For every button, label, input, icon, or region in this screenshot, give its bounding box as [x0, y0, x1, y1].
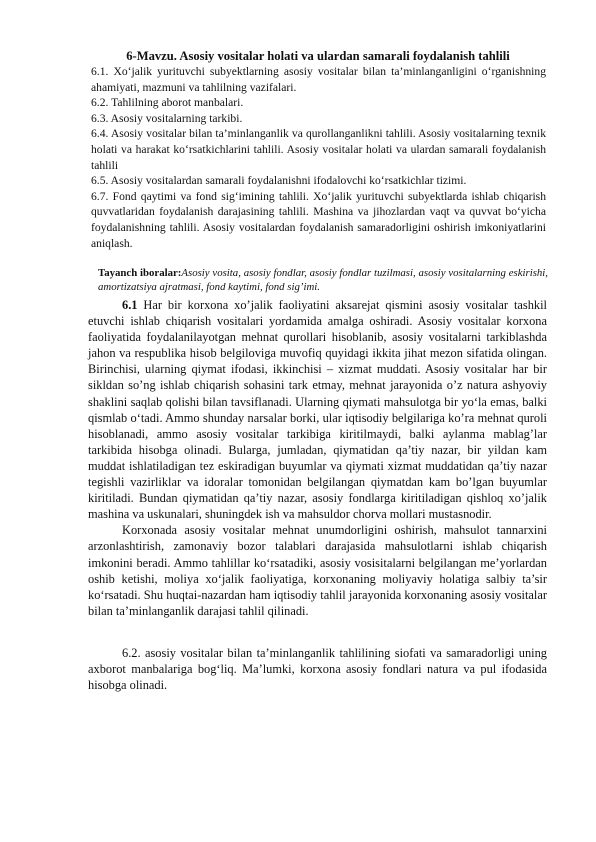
key-terms	[98, 267, 548, 294]
key-terms-text: Asosiy vosita, asosiy fondlar, asosiy fondlar tuzilmasi, asosiy vositalarning eskirishi, amortizatsiya ajratmasi, fond kaytimi, fond sig’imi.	[98, 267, 548, 293]
plan-item: 6.3. Asosiy vositalarning tarkibi.	[91, 111, 243, 125]
paragraph	[88, 297, 547, 522]
plan-item: 6.4. Asosiy vositalar bilan ta’minlanganlik va qurollanganlikni tahlili. Asosiy vositalarning texnik holati va harakat ko‘rsatkichlarini tahlili. Asosiy vositalar holati va ulardan samarali foydalanish tahlili	[91, 127, 546, 172]
section-number: 6.1	[122, 298, 138, 312]
body-text	[88, 297, 547, 693]
topic-plan	[91, 64, 546, 251]
topic-title: 6-Mavzu. Asosiy vositalar holati va ulardan samarali foydalanish tahlili	[126, 49, 510, 63]
plan-item: 6.1. Xo‘jalik yurituvchi subyektlarning asosiy vositalar bilan ta’minlanganligini o‘rganishning ahamiyati, mazmuni va tahlilning vazifalari.	[91, 65, 546, 94]
plan-item: 6.5. Asosiy vositalardan samarali foydalanishni ifodalovchi ko‘rsatkichlar tizimi.	[91, 174, 467, 188]
paragraph-text: Har bir korxona xo’jalik faoliyatini aksarejat qismini asosiy vositalar tashkil etuvchi ishlab chiqarish vositalari yordamida amalga oshiradi. Asosiy vositalar korxona faoliyatida foydalanilayotgan mehnat qurollari hisoblanib, asosiy vositalarni tarkiblashda jahon va respublika hisob belgiloviga muvofiq quyidagi ikkita jihat mezon sifatida olingan. Birinchisi, ularning qiymat ifodasi, ikkinchisi – xizmat muddati. Asosiy vositalar har bir sikldan so’ng ishlab chiqarish sohasini tark etmay, mehnat jarayonida o’z natura ashyoviy shaklini saqlab qolishi bilan tavsiflanadi. Ularning qiymati mahsulotga bir yo‘la emas, balki qismlab o‘tadi. Ammo shunday narsalar borki, ular iqtisodiy belgilariga ko’ra mehnat quroli hisoblanadi, ammo asosiy vositalar tarkibiga kiritilmaydi, balki aylanma mablag’lar tarkibida hisobga olinadi. Bularga, jumladan, qiymatidan qa’tiy nazar, bir yildan kam muddat ishlatiladigan tez eskiradigan buyumlar va qiymati xizmat muddatidan qa’tiy nazar tegishli vazirliklar va idoralar tomonidan belgilangan qiymatdan kam bo’lgan buyumlar kiritiladi. Bundan qiymatidan qa’tiy nazar, asosiy fondlarga kiritiladigan qishloq xo’jalik mashina va uskunalari, shuningdek ish va mahsuldor chorva mollari mustasnodir.	[88, 298, 547, 522]
plan-item: 6.7. Fond qaytimi va fond sig‘imining tahlili. Xo‘jalik yurituvchi subyektlarda ishlab chiqarish quvvatlaridan foydalanish darajasining tahlili. Mashina va jihozlardan vaqt va quvvat bo‘yicha foydalanishning tahlili. Asosiy vositalardan foydalanish samaradorligini oshirish imkoniyatlarini aniqlash.	[91, 189, 546, 250]
plan-item: 6.2. Tahlilning aborot manbalari.	[91, 96, 244, 110]
paragraph: 6.2. asosiy vositalar bilan ta’minlanganlik tahlilining siofati va samaradorligi uning axborot manbalariga bog‘liq. Ma’lumki, korxona asosiy fondlari natura va pul ifodasida hisobga olinadi.	[88, 645, 547, 693]
paragraph: Korxonada asosiy vositalar mehnat unumdorligini oshirish, mahsulot tannarxini arzonlashtirish, zamonaviy bozor talablari darajasida mahsulotlarni ishlab chiqarish imkonini beradi. Ammo tahlillar ko‘rsatadiki, asosiy vosisitalarni belgilangan me’yorlardan oshib ketishi, moliya xo‘jalik faoliyatiga, korxonaning moliyaviy holatiga salbiy ta’sir ko‘rsatadi. Shu huqtai-nazardan ham iqtisodiy tahlil jarayonida korxonaning asosiy vositalar bilan ta’minlanganlik darajasi tahlil qilinadi.	[88, 523, 547, 618]
key-terms-label: Tayanch iboralar:	[98, 267, 182, 279]
